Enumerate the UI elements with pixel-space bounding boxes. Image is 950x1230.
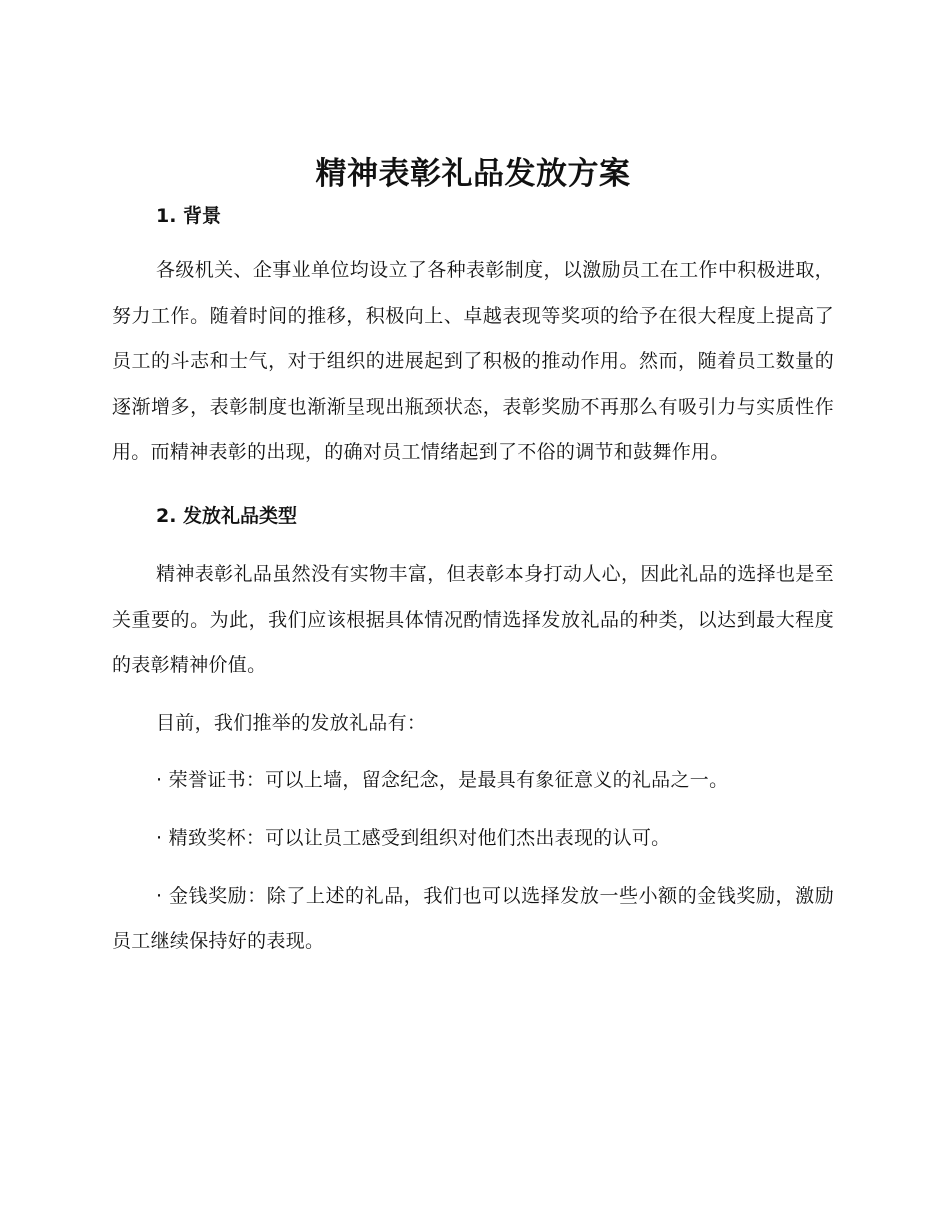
section-gift-types: [112, 502, 834, 965]
section-heading: 1. 背景: [156, 205, 222, 227]
section-heading: 2. 发放礼品类型: [156, 504, 298, 527]
list-item: · 精致奖杯：可以让员工感受到组织对他们杰出表现的认可。: [156, 826, 671, 849]
paragraph: 目前，我们推举的发放礼品有：: [156, 711, 427, 734]
document-page: [112, 152, 834, 965]
section-background: [112, 202, 834, 476]
paragraph: 各级机关、企事业单位均设立了各种表彰制度，以激励员工在工作中积极进取，努力工作。随着时间的推移，积极向上、卓越表现等奖项的给予在很大程度上提高了员工的斗志和士气，对于组织的进展起到了积极的推动作用。然而，随着员工数量的逐渐增多，表彰制度也渐渐呈现出瓶颈状态，表彰奖励不再那么有吸引力与实质性作用。而精神表彰的出现，的确对员工情绪起到了不俗的调节和鼓舞作用。: [112, 259, 834, 464]
list-item: · 荣誉证书：可以上墙，留念纪念，是最具有象征意义的礼品之一。: [156, 769, 729, 792]
list-item: · 金钱奖励：除了上述的礼品，我们也可以选择发放一些小额的金钱奖励，激励员工继续保持好的表现。: [112, 884, 834, 953]
document-title: 精神表彰礼品发放方案: [315, 156, 631, 192]
paragraph: 精神表彰礼品虽然没有实物丰富，但表彰本身打动人心，因此礼品的选择也是至关重要的。为此，我们应该根据具体情况酌情选择发放礼品的种类，以达到最大程度的表彰精神价值。: [112, 562, 834, 677]
